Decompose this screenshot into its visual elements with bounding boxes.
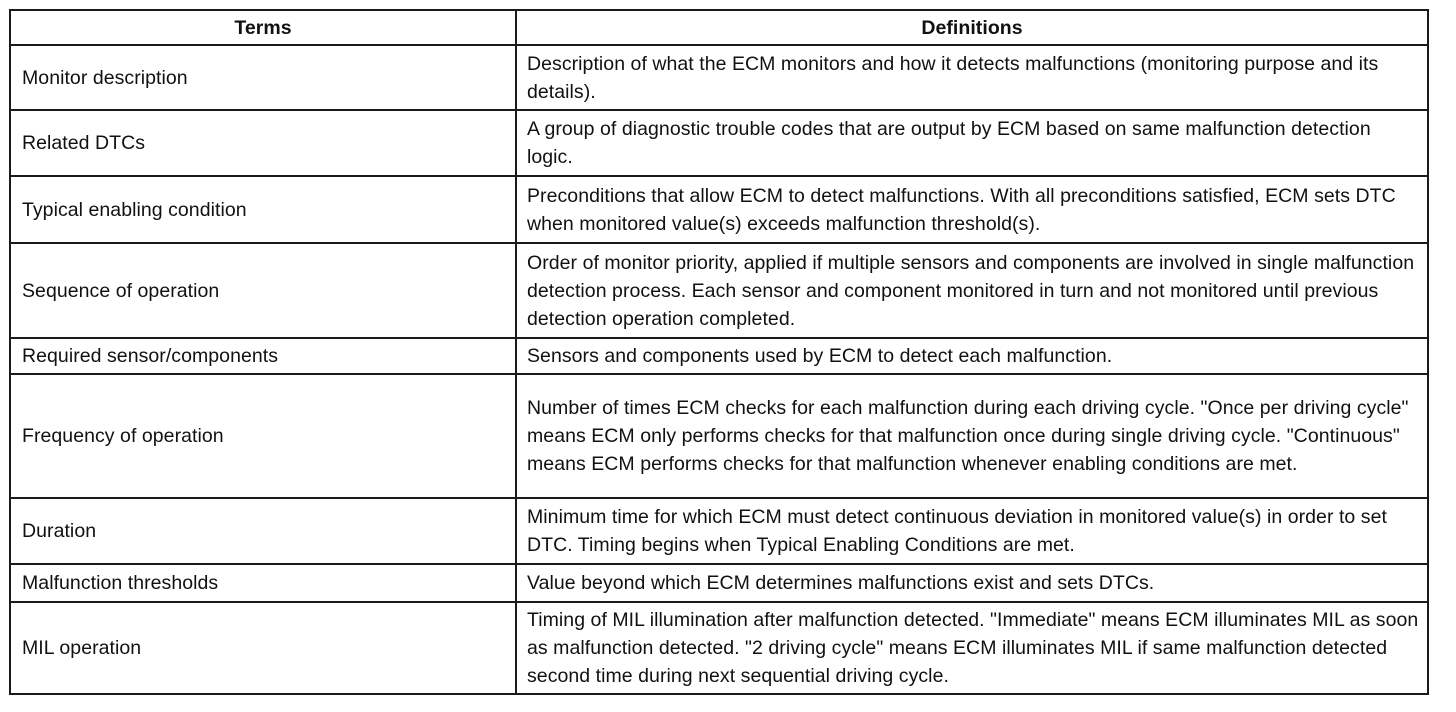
definition-cell: Minimum time for which ECM must detect continuous deviation in monitored value(s) in order to set DTC. Timing begins when Typical Enabling Conditions are met. [516,498,1428,564]
term-cell: Malfunction thresholds [10,564,516,602]
table-row [10,243,1428,338]
table-row [10,338,1428,374]
definition-cell: A group of diagnostic trouble codes that are output by ECM based on same malfunction detection logic. [516,110,1428,176]
definition-cell: Value beyond which ECM determines malfunctions exist and sets DTCs. [516,564,1428,602]
term-cell: Monitor description [10,45,516,110]
table-row [10,110,1428,176]
table-row [10,602,1428,694]
table-row [10,374,1428,498]
definition-cell: Sensors and components used by ECM to detect each malfunction. [516,338,1428,374]
table-row [10,564,1428,602]
definition-cell: Preconditions that allow ECM to detect malfunctions. With all preconditions satisfied, ECM sets DTC when monitored value(s) exceeds malfunction threshold(s). [516,176,1428,243]
terms-definitions-table-container [9,9,1427,695]
table-row [10,498,1428,564]
term-cell: Sequence of operation [10,243,516,338]
term-cell: Typical enabling condition [10,176,516,243]
definition-cell: Order of monitor priority, applied if multiple sensors and components are involved in single malfunction detection process. Each sensor and component monitored in turn and not monitored until previous detection operation completed. [516,243,1428,338]
definition-cell: Description of what the ECM monitors and how it detects malfunctions (monitoring purpose and its details). [516,45,1428,110]
table-header-row [10,10,1428,45]
term-cell: Required sensor/components [10,338,516,374]
term-cell: Related DTCs [10,110,516,176]
table-row [10,176,1428,243]
term-cell: MIL operation [10,602,516,694]
definition-cell: Number of times ECM checks for each malfunction during each driving cycle. "Once per driving cycle" means ECM only performs checks for that malfunction once during single driving cycle. "Continuous" means ECM performs checks for that malfunction whenever enabling conditions are met. [516,374,1428,498]
table-row [10,45,1428,110]
terms-definitions-table [9,9,1429,695]
header-terms: Terms [10,10,516,45]
header-definitions: Definitions [516,10,1428,45]
definition-cell: Timing of MIL illumination after malfunction detected. "Immediate" means ECM illuminates MIL as soon as malfunction detected. "2 driving cycle" means ECM illuminates MIL if same malfunction detected second time during next sequential driving cycle. [516,602,1428,694]
term-cell: Duration [10,498,516,564]
term-cell: Frequency of operation [10,374,516,498]
